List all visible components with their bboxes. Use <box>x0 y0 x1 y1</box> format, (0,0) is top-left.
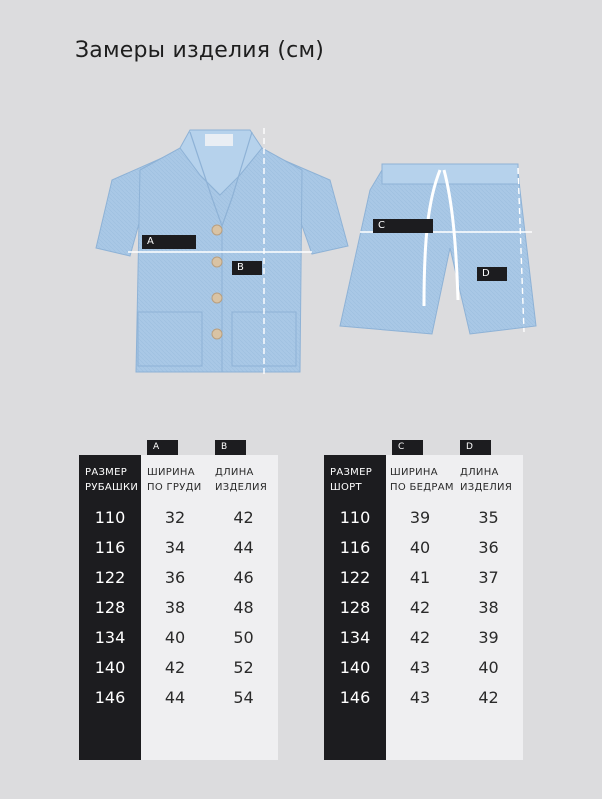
header-size: РАЗМЕР ШОРТ <box>330 467 373 493</box>
column-tag-c: C <box>392 440 423 455</box>
shorts-size-table <box>324 440 523 760</box>
table-row <box>324 593 523 623</box>
table-row <box>324 533 523 563</box>
size-cell: 146 <box>94 688 126 707</box>
chest-cell: 42 <box>164 658 186 677</box>
size-cell: 128 <box>94 598 126 617</box>
measure-label-d: D <box>477 267 507 281</box>
table-row <box>324 653 523 683</box>
shorts-illustration <box>340 164 536 334</box>
size-cell: 140 <box>339 658 371 677</box>
length-cell: 50 <box>233 628 254 647</box>
length-cell: 54 <box>233 688 254 707</box>
size-cell: 116 <box>339 538 371 557</box>
length-cell: 52 <box>233 658 254 677</box>
chest-cell: 38 <box>164 598 186 617</box>
shirt-size-table <box>79 440 278 760</box>
size-cell: 134 <box>94 628 126 647</box>
column-tag-b: B <box>215 440 246 455</box>
length-cell: 39 <box>478 628 499 647</box>
header-length: ДЛИНА ИЗДЕЛИЯ <box>460 467 513 493</box>
size-cell: 122 <box>339 568 371 587</box>
table-row <box>79 623 278 653</box>
header-size: РАЗМЕР РУБАШКИ <box>85 467 139 493</box>
length-cell: 37 <box>478 568 499 587</box>
hip-cell: 43 <box>409 688 431 707</box>
column-tag-d: D <box>460 440 491 455</box>
column-tag-a: A <box>147 440 178 455</box>
table-row <box>79 653 278 683</box>
length-cell: 42 <box>478 688 499 707</box>
size-cell: 128 <box>339 598 371 617</box>
table-row <box>324 563 523 593</box>
garment-illustration <box>0 120 602 380</box>
page-title: Замеры изделия (см) <box>75 38 325 63</box>
hip-cell: 41 <box>409 568 431 587</box>
hip-cell: 39 <box>409 508 431 527</box>
shirt-illustration <box>96 128 348 374</box>
size-cell: 134 <box>339 628 371 647</box>
chest-cell: 32 <box>164 508 186 527</box>
header-hip-width: ШИРИНА ПО БЕДРАМ <box>390 467 454 493</box>
hip-cell: 42 <box>409 628 431 647</box>
length-cell: 40 <box>478 658 499 677</box>
size-cell: 110 <box>94 508 126 527</box>
table-row <box>324 503 523 533</box>
header-chest-width: ШИРИНА ПО ГРУДИ <box>147 467 202 493</box>
chest-cell: 44 <box>164 688 186 707</box>
size-cell: 146 <box>339 688 371 707</box>
size-cell: 122 <box>94 568 126 587</box>
table-row <box>79 593 278 623</box>
size-cell: 140 <box>94 658 126 677</box>
table-row <box>324 623 523 653</box>
table-row <box>324 683 523 713</box>
size-cell: 116 <box>94 538 126 557</box>
hip-cell: 42 <box>409 598 431 617</box>
table-row <box>79 683 278 713</box>
hip-cell: 43 <box>409 658 431 677</box>
size-cell: 110 <box>339 508 371 527</box>
length-cell: 44 <box>233 538 254 557</box>
measure-label-c: C <box>373 219 433 233</box>
chest-cell: 36 <box>164 568 186 587</box>
chest-cell: 40 <box>164 628 186 647</box>
length-cell: 48 <box>233 598 254 617</box>
measure-label-a: A <box>142 235 196 249</box>
table-row <box>79 533 278 563</box>
table-row <box>79 563 278 593</box>
length-cell: 46 <box>233 568 254 587</box>
length-cell: 38 <box>478 598 499 617</box>
chest-cell: 34 <box>164 538 186 557</box>
hip-cell: 40 <box>409 538 431 557</box>
measure-label-b: B <box>232 261 262 275</box>
length-cell: 36 <box>478 538 499 557</box>
table-row <box>79 503 278 533</box>
header-length: ДЛИНА ИЗДЕЛИЯ <box>215 467 268 493</box>
length-cell: 42 <box>233 508 254 527</box>
length-cell: 35 <box>478 508 499 527</box>
